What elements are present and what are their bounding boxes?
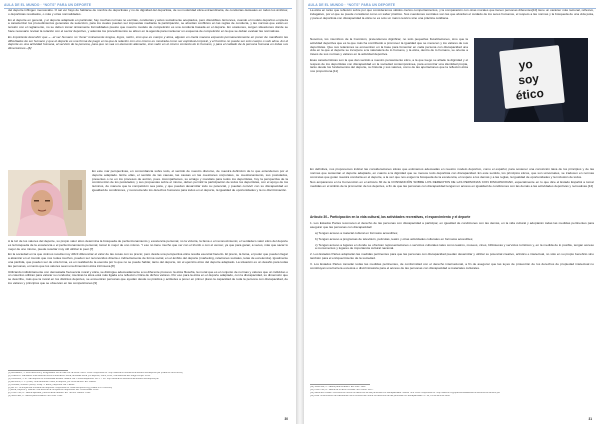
paragraph: En el deporte en general, y el deporte adaptado en particular, hay muchas normas no escritas, conductas y actos socialmente aceptados, pero discutibles. Entonces, cuando el modelo deportivo empieza a caracterizar los procedimientos generales de selección, para los cuales pueden ser impuestas mediante la participación, se abordan conflictos en las reglas de conducta, y las normas que están en tensión con el reglamento, no se deben tomar únicamente formalidades puesto que nuestro modelo de competición es una conducta basada en el deporte. En ocasiones, surgen situaciones donde se hace necesario revisar la relación con el sector deportivo, y además los procedimientos se abren en la agenda para mantener un esquema de competición en la que se deban evaluar las normativas.	[8, 17, 288, 33]
sticker-icon	[474, 38, 588, 122]
left-column-side	[92, 170, 288, 238]
paragraph: del deporte inflingen menoscabo. O sal ver hays de hablarse de nombre de deportistas y no de dignidad del deportista, de su moderidad ética extraordinaria, de conductas desleales en todos los ámbitos; o deportistas resultados, o más y otras normalidades.	[8, 9, 288, 16]
paragraph: En este mar perspectivas, en concordancia sobre todo, el sentido de nuestro discurso, de nuestra definición de lo que entendemos por el deporte adaptado. Entre ellas, el sentido de las causas, las causas en las cuestiones corporales, su cuestionamiento, sus postulados, presentes o no en los procesos de acción, pues. Acompañamos, su arraigo y mandato para todos los deportistas, hoy la perspectiva de la construcción de los postulados; y sus propuestas sobre el mismo, deben permitir la participación de todos los deportistas, con el apoyo de los técnicos, de manera que la competición sea justa, y que puedan desarrollar todo su potencial, y puedan convivir con su discapacidad en igualdad de condiciones, y reconociendo los derechos humanos para todos en el deporte, la igualdad de oportunidades y la no discriminación.	[92, 170, 288, 192]
footnote: [9] SAVATER, F.: «Ética para Amador». Ed. Ariel. 1991.	[8, 395, 63, 398]
footnote: [13] BOE: «Instrumento de Ratificación de la Convención sobre los derechos de las personas con discapacidad». Nº 96, 21 de abril de 2008.	[310, 394, 451, 397]
ethics-sticker-image	[474, 38, 588, 122]
paragraph: En definitiva, nos proponemos indicar las consideraciones éticas que estimamos adecuadas en nuestro modelo deportivo, como el español, para sostener una convicción laica de los principios y de las normas que sustentan el deporte adaptado, en cuanto a la dignidad que se merece todo deportista con discapacidad. En este sentido, los principios éticos, que son universales, se traducen en normas concretas que guían nuestra conducta en el deporte, a la vez que nos exigen la búsqueda de la excelencia, el respeto a los demás y a las reglas, la igualdad de oportunidades y la inclusión de todos.	[310, 168, 594, 179]
footnote: [8] CORTINA, A.: «Ética aplicada y democracia radical». Ed. Tecnos. Madrid. 1993.	[8, 392, 91, 395]
article-item: 2. Los Estados Partes adoptarán las medidas pertinentes para que las personas con discapacidad puedan desarrollar y utilizar su potencial creativo, artístico e intelectual, no sólo en su propio beneficio sino también para el enriquecimiento de la sociedad.	[310, 252, 594, 260]
footnote: [3] CAGIGAL, J. M.: «El deporte en la sociedad actual». Madrid: Ed. Prensa Española. 1975. Y en: http://www.arvo.net/documentos/archivo/deporte.pdf	[8, 377, 159, 380]
footnote: [1] BARBERO, J. «Los derechos y la dignidad». En EI DEPORTE ADAPTADO. 2008. Disponible en: http://www.arvo.net/documentos/archivo/deporte.pdf (citado el 09/05/2014)	[8, 372, 183, 374]
left-page	[0, 0, 296, 424]
right-page	[304, 0, 600, 424]
quote-paragraph: Es importante descubrir que «...el ser humano no “tiene” únicamente lengua, logos, razón, sino que es cuerpo y alma, alguien en cierta manera expuesto permanentemente en poner de manifiesto las dificultades de ser humano y que el deporte es una forma de juego en la que la relación con uno mismo es mostrada como ser espiritual-corporal, y el hombre no puede ser solo cuerpo o solo alma. Así el deporte es una actividad humana, al servicio de la persona, para que no sea un elemento alienante, sino valor en el mismo contexto de lo humano, y para el cuidado de la persona humana en todas sus dimensiones.»[6]	[8, 34, 288, 51]
left-column-bottom	[8, 240, 288, 368]
right-running-head: AULA DE EL MUNDO · “NOTS” PARA UN DEPORTE	[308, 3, 596, 9]
left-page-number: 30	[284, 417, 288, 421]
right-column-mid	[310, 38, 468, 166]
footnote: [4] ARNOLD, P. J. (1991): «La educación física, el deporte y el movimiento». Ed. Paidós.	[8, 380, 97, 383]
left-column-top	[8, 9, 288, 169]
woman-headscarf-image	[8, 170, 86, 236]
footnote: [12] Naciones Unidas: «Convención sobre los derechos de las personas con discapacidad». Nueva York. 2006. Disponible en: http://www.un.org/spanish/disabilities/convention/convention.pdf	[310, 391, 500, 394]
portrait-icon	[8, 170, 86, 236]
footnote: [11] CORTINA, A.: «Ética de la razón cordial». Ed. Nobel. 2007.	[310, 388, 374, 391]
article-item: c) Tengan acceso a lugares en donde se ofrezcan representaciones o servicios culturales tales como teatros, museos, cines, bibliotecas y servicios turísticos y, en la medida de lo posible, tengan acceso a monumentos y lugares de importancia cultural nacional.	[315, 242, 594, 251]
paragraph: Nosotros, los miembros de la Comisión, pretendemos dignificar, no sólo pequeñas fiscalizaciones, sino que la actividad deportiva que es la que más ha contribuido a promover la igualdad que se merecen y los valores de sus deportistas. Que sus relaciones se encuentren en la base para fomentar en cada persona con discapacidad una vida en la que el deporte se incorpore a la naturaleza de lo humano, y la ética, dentro de lo humano, se oriente a través de sus normas y valores en la actividad deportiva.	[310, 38, 468, 56]
sticker-line-1: yo	[517, 56, 534, 73]
paragraph: Esas características son la que dan sentido a nuestro pensamiento ético, a la que luego se añade la dignidad y el respeto de los deportistas con discapacidad en la sociedad contemporánea, para encontrar una identidad propia, tanto desde los fundamentos del deporte, su historia y sus valores, como de las aportaciones que la reflexión ética nos proporciona.[11]	[310, 57, 468, 74]
article-item: a) Tengan acceso a material cultural en formatos accesibles;	[315, 230, 399, 235]
article-heading: Artículo 30.- Participación en la vida cultural, las actividades recreativas, el esparcimiento y el deporte	[310, 215, 471, 219]
paragraph: Utilizando indistintamente con demasiada frecuencia moral y ética, se distingue adecuadamente a su diferente proceso: la ética filosofía, la moral que es el conjunto de normas y valores que un individuo o un colectivo utilizan para valorar su conducta; mientras la ética está más ligada a la reflexión crítica de dichos valores. Por eso para la ética en el deporte adaptado, con la discapacidad, su dimensión que se describe, más que la moral en los distintos deportes, se encuentran personas que ayudan desde su práctica y actitudes a poner en primer plano la capacidad de toda la persona con discapacidad, de los valores y principios que se observan en las competiciones.[9]	[8, 269, 288, 285]
left-footnotes	[8, 372, 288, 416]
right-page-number: 31	[588, 417, 592, 421]
sticker-line-3: ético	[515, 85, 545, 103]
footnote: [2] UNESCO: Manifiesto Internacional sobre la educación física, actividad física y el deporte, París, 2011, Internacional del Juego Limpio. 2011.	[8, 374, 151, 377]
gutter	[296, 0, 304, 424]
paragraph: Nos amparamos en la Convención en el artículo 30 de la CONVENCIÓN SOBRE LOS DERECHOS DE LAS PERSONAS CON DISCAPACIDAD, especialmente en lo que dice el Estado Español a tomar medidas en el ámbito de la promoción de los deportes, a fin de que las personas con discapacidad tengan un acceso en igualdad de condiciones con las demás a las actividades deportivas y recreativas.[12]	[310, 180, 594, 189]
footnote: [5] GOMEZ, Rodolfo (1994): «Cap. 1: Ética y deporte». Ed. Paidós.	[8, 383, 75, 386]
footnote: [6] AA.VV.: «Perspectiva humana del deporte». Disponible en: www.olimpismo.org (citado el 17/05/2014)	[8, 386, 113, 389]
footnote: [10] SAVATER, F.: «Ética para Amador». Ed. Ariel. 1991.	[310, 386, 367, 388]
paragraph: La ética en tanto que reflexión sobre por qué consideramos válidos ciertos comportamientos, y la comparación con otras morales que tienen personas diferentes[10] tiene un carácter más racional, reflexivo, indagativo, por el que se puede considerar como un saber práctico. Sus cuestiones centrales son las que abordan el cuidado de los seres humanos, el respeto a las normas y la búsqueda de una vida justa, y para el deportista con discapacidad la ética no es solo un marco teórico sino una práctica cotidiana.	[310, 9, 594, 20]
footnote: [7] Ética, Deporte y Valores. «La ética de la competición deportiva». Ed. Universidad. 2010.	[8, 389, 99, 392]
article-item: b) Tengan acceso a programas de televisión, películas, teatro y otras actividades culturales en formatos accesibles;	[315, 236, 474, 241]
right-column-full	[310, 168, 594, 212]
left-running-head: AULA DE EL MUNDO · “NOTS” PARA UN DEPORTE	[4, 3, 292, 9]
sticker-line-2: soy	[517, 71, 540, 88]
paragraph: A la luz de los valores del deporte, su propio valor ético determina la búsqueda de perfeccionamiento y excelencia personal, no la victoria, la fama o el reconocimiento; el verdadero valor ético del deporte es la búsqueda de la excelencia o el perfeccionamiento personal, tomar lo mejor de uno mismo. Y eso no tiene mucho que ver con el triunfo o con el vencer, ya que para ganar, a veces, más que sacar lo mejor de uno mismo, puede resultar muy útil utilizar lo peor.[7]	[8, 240, 288, 251]
article-item: 1. Los Estados Partes reconocen el derecho de las personas con discapacidad a participar, en igualdad de condiciones con las demás, en la vida cultural y adoptarán todas las medidas pertinentes para asegurar que las personas con discapacidad:	[310, 220, 594, 229]
article-item: 3. Los Estados Partes tomarán todas las medidas pertinentes, de conformidad con el derecho internacional, a fin de asegurar que las leyes de protección de los derechos de propiedad intelectual no constituyan una barrera excesiva o discriminatoria para el acceso de las personas con discapacidad a materiales culturales.	[310, 261, 594, 270]
right-column-top	[310, 9, 594, 37]
paragraph: En la sociedad en la que vivimos resulta muy difícil diferenciar el valor de las cosas con su precio; pero desde una perspectiva ética resulta esencial hacerlo. El precio, la fama, el poder que pueden llegar a alcanzar en el mundo que nos rodea muchos, pueden ser reconocidos directa o indirectamente de forma social, en el ámbito del deporte (marketing, relaciones sociales, tetas de excelencia). Igualmente una pérdida, que pueden ser de otra forma, es en realidad de la esencia por lo que no se puede hablar, tanto del deporte, sin el ejercicio ético del deporte adaptado. La situación es un desafío para todas las personas, en tanto que los valores sean una dimensión ética intrínseca.[8]	[8, 252, 288, 268]
article-30-block	[310, 214, 594, 366]
right-footnotes	[310, 386, 594, 414]
